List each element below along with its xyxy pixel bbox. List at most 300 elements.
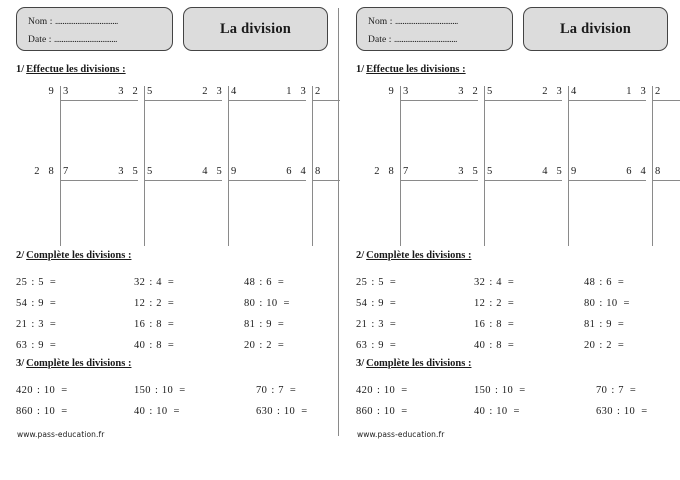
division-problem (374, 166, 478, 246)
section-label-3: Complète les divisions : (26, 358, 132, 369)
division-vertical-rule (568, 86, 569, 166)
expression-divisor: 3 (38, 319, 44, 330)
section-number-2: 2/ (356, 250, 365, 261)
division-divisor: 8 (315, 166, 321, 177)
expression-divisor: 8 (156, 319, 162, 330)
division-expression (134, 380, 185, 401)
division-horizontal-rule (144, 180, 222, 181)
expression-equals: = (629, 385, 636, 396)
expression-equals: = (401, 406, 408, 417)
division-dividend: 3 5 (458, 166, 481, 177)
expression-separator: : (31, 298, 35, 309)
expression-divisor: 8 (156, 340, 162, 351)
expression-divisor: 4 (496, 277, 502, 288)
expression-divisor: 2 (496, 298, 502, 309)
division-horizontal-rule (60, 180, 138, 181)
division-divisor: 7 (63, 166, 69, 177)
division-dividend: 4 5 (202, 166, 225, 177)
expression-separator: : (149, 298, 153, 309)
division-horizontal-rule (484, 180, 562, 181)
expression-equals: = (617, 277, 624, 288)
division-horizontal-rule (312, 180, 340, 181)
division-dividend: 6 4 (286, 166, 309, 177)
expression-dividend: 40 (474, 340, 486, 351)
division-expression (256, 401, 307, 422)
division-expression (596, 401, 647, 422)
division-dividend: 9 (48, 86, 57, 97)
expression-dividend: 40 (134, 406, 146, 417)
expression-separator: : (599, 340, 603, 351)
division-expression (134, 272, 174, 293)
division-expression (584, 272, 624, 293)
division-vertical-rule (568, 166, 569, 246)
date-field-dots: .................................. (54, 34, 117, 44)
expression-separator: : (489, 277, 493, 288)
expression-equals: = (507, 298, 514, 309)
expression-divisor: 9 (38, 340, 44, 351)
expression-separator: : (276, 406, 280, 417)
division-problem (118, 166, 222, 246)
expression-separator: : (371, 298, 375, 309)
expression-dividend: 630 (596, 406, 613, 417)
expression-divisor: 10 (283, 406, 296, 417)
division-expression (474, 401, 519, 422)
expression-dividend: 20 (584, 340, 596, 351)
expression-dividend: 16 (134, 319, 146, 330)
division-horizontal-rule (60, 100, 138, 101)
expression-dividend: 12 (474, 298, 486, 309)
division-divisor: 5 (487, 86, 493, 97)
division-problem (626, 86, 680, 166)
section-number-3: 3/ (16, 358, 25, 369)
division-divisor: 5 (147, 166, 153, 177)
expression-divisor: 6 (266, 277, 272, 288)
division-expression (474, 293, 514, 314)
expression-divisor: 2 (156, 298, 162, 309)
expression-divisor: 4 (156, 277, 162, 288)
expression-divisor: 8 (496, 319, 502, 330)
division-problem (286, 166, 340, 246)
expression-dividend: 21 (356, 319, 368, 330)
expression-separator: : (149, 277, 153, 288)
expression-equals: = (167, 340, 174, 351)
expression-separator: : (31, 319, 35, 330)
expression-equals: = (617, 340, 624, 351)
division-problem (458, 166, 562, 246)
expression-divisor: 5 (38, 277, 44, 288)
expression-separator: : (599, 277, 603, 288)
division-dividend: 4 5 (542, 166, 565, 177)
expression-separator: : (494, 385, 498, 396)
expression-divisor: 10 (383, 385, 396, 396)
page-title: La division (559, 20, 632, 37)
expression-divisor: 7 (618, 385, 624, 396)
expression-dividend: 16 (474, 319, 486, 330)
division-divisor: 2 (315, 86, 321, 97)
expression-dividend: 81 (244, 319, 256, 330)
division-divisor: 3 (403, 86, 409, 97)
division-divisor: 9 (231, 166, 237, 177)
expression-equals: = (167, 277, 174, 288)
expression-dividend: 21 (16, 319, 28, 330)
expression-equals: = (49, 340, 56, 351)
division-horizontal-rule (652, 100, 680, 101)
expression-equals: = (389, 340, 396, 351)
expression-equals: = (277, 340, 284, 351)
section-heading-1 (16, 64, 126, 75)
expression-equals: = (277, 277, 284, 288)
division-expression (16, 335, 56, 356)
expression-divisor: 9 (378, 298, 384, 309)
expression-divisor: 10 (156, 406, 168, 417)
expression-dividend: 54 (356, 298, 368, 309)
division-dividend: 2 8 (374, 166, 397, 177)
expression-dividend: 12 (134, 298, 146, 309)
date-field-dots: .................................. (394, 34, 457, 44)
division-vertical-rule (484, 86, 485, 166)
division-expression (356, 314, 396, 335)
division-divisor: 4 (231, 86, 237, 97)
expression-separator: : (36, 385, 40, 396)
expression-equals: = (61, 385, 68, 396)
division-divisor: 8 (655, 166, 661, 177)
division-problem (542, 166, 646, 246)
division-expression (356, 401, 407, 422)
worksheet-header (16, 7, 328, 53)
division-expression (16, 293, 56, 314)
division-expression (244, 272, 284, 293)
division-expression (356, 272, 396, 293)
expression-separator: : (611, 385, 615, 396)
expression-separator: : (489, 298, 493, 309)
division-divisor: 9 (571, 166, 577, 177)
expression-dividend: 860 (356, 406, 373, 417)
expression-equals: = (507, 277, 514, 288)
section-heading-3 (356, 358, 471, 369)
division-exercise-grid (16, 86, 340, 246)
division-dividend: 6 4 (626, 166, 649, 177)
expression-divisor: 10 (43, 385, 56, 396)
expression-divisor: 10 (266, 298, 278, 309)
expression-equals: = (173, 406, 180, 417)
division-problem (286, 86, 340, 166)
expression-dividend: 48 (244, 277, 256, 288)
expression-dividend: 81 (584, 319, 596, 330)
expression-separator: : (154, 385, 158, 396)
division-horizontal-rule (144, 100, 222, 101)
division-vertical-rule (652, 166, 653, 246)
division-problem (542, 86, 646, 166)
expression-equals: = (49, 298, 56, 309)
division-expression (474, 380, 525, 401)
division-vertical-rule (228, 86, 229, 166)
division-horizontal-rule (400, 100, 478, 101)
division-horizontal-rule (568, 100, 646, 101)
expression-dividend: 150 (134, 385, 151, 396)
expression-separator: : (599, 319, 603, 330)
division-dividend: 1 3 (626, 86, 649, 97)
division-horizontal-rule (652, 180, 680, 181)
division-horizontal-rule (400, 180, 478, 181)
expression-equals: = (507, 319, 514, 330)
expression-separator: : (371, 277, 375, 288)
footer-credit: www.pass-education.fr (357, 430, 445, 439)
section-heading-2 (356, 250, 471, 261)
division-divisor: 3 (63, 86, 69, 97)
expression-equals: = (507, 340, 514, 351)
division-vertical-rule (60, 86, 61, 166)
name-field-row (28, 13, 172, 31)
expression-equals: = (617, 319, 624, 330)
section-heading-2 (16, 250, 131, 261)
division-dividend: 2 3 (542, 86, 565, 97)
division-divisor: 5 (147, 86, 153, 97)
division-dividend: 2 3 (202, 86, 225, 97)
division-horizontal-rule (228, 100, 306, 101)
division-dividend: 3 2 (458, 86, 481, 97)
division-divisor: 4 (571, 86, 577, 97)
expression-separator: : (271, 385, 275, 396)
division-vertical-rule (400, 86, 401, 166)
division-vertical-rule (144, 166, 145, 246)
expression-dividend: 48 (584, 277, 596, 288)
division-dividend: 2 8 (34, 166, 57, 177)
expression-divisor: 8 (496, 340, 502, 351)
worksheet-header (356, 7, 668, 53)
section-label-2: Complète les divisions : (366, 250, 472, 261)
expression-separator: : (259, 298, 263, 309)
expression-dividend: 63 (356, 340, 368, 351)
division-expression (134, 293, 174, 314)
division-problem (388, 86, 478, 166)
expression-divisor: 9 (378, 340, 384, 351)
division-expression (16, 401, 67, 422)
expression-separator: : (31, 277, 35, 288)
division-problem (118, 86, 222, 166)
division-problem (202, 166, 306, 246)
expression-dividend: 40 (474, 406, 486, 417)
name-field-row (368, 13, 512, 31)
division-expression (584, 335, 624, 356)
division-vertical-rule (312, 166, 313, 246)
expression-equals: = (641, 406, 648, 417)
division-expression (134, 401, 179, 422)
expression-separator: : (371, 340, 375, 351)
division-expression (256, 380, 296, 401)
expression-separator: : (489, 319, 493, 330)
expression-dividend: 80 (584, 298, 596, 309)
division-dividend: 3 2 (118, 86, 141, 97)
division-dividend: 3 5 (118, 166, 141, 177)
division-expression (356, 380, 407, 401)
expression-equals: = (277, 319, 284, 330)
division-expression (134, 314, 174, 335)
section-label-3: Complète les divisions : (366, 358, 472, 369)
expression-separator: : (31, 340, 35, 351)
division-divisor: 5 (487, 166, 493, 177)
expression-separator: : (489, 340, 493, 351)
expression-separator: : (259, 277, 263, 288)
student-info-box (16, 7, 173, 51)
division-dividend: 9 (388, 86, 397, 97)
section-label-1: Effectue les divisions : (366, 64, 466, 75)
expression-dividend: 860 (16, 406, 33, 417)
expression-equals: = (61, 406, 68, 417)
expression-dividend: 420 (16, 385, 33, 396)
expression-equals: = (623, 298, 630, 309)
division-expression (474, 314, 514, 335)
expression-dividend: 420 (356, 385, 373, 396)
division-expression (584, 293, 629, 314)
division-vertical-rule (228, 166, 229, 246)
division-expression (584, 314, 624, 335)
expression-separator: : (36, 406, 40, 417)
date-field-label: Date : (28, 35, 55, 45)
expression-dividend: 54 (16, 298, 28, 309)
division-expression (356, 293, 396, 314)
worksheet-copy-right (340, 0, 680, 480)
expression-dividend: 40 (134, 340, 146, 351)
expression-dividend: 70 (596, 385, 608, 396)
division-vertical-rule (652, 86, 653, 166)
expression-separator: : (376, 385, 380, 396)
section-number-1: 1/ (356, 64, 365, 75)
expression-dividend: 25 (356, 277, 368, 288)
division-divisor: 7 (403, 166, 409, 177)
expression-dividend: 70 (256, 385, 268, 396)
expression-divisor: 3 (378, 319, 384, 330)
expression-divisor: 10 (501, 385, 514, 396)
division-problem (202, 86, 306, 166)
expression-divisor: 10 (43, 406, 56, 417)
section-number-2: 2/ (16, 250, 25, 261)
division-problem (626, 166, 680, 246)
expression-divisor: 2 (606, 340, 612, 351)
expression-divisor: 10 (623, 406, 636, 417)
expression-dividend: 25 (16, 277, 28, 288)
division-exercise-grid (356, 86, 680, 246)
expression-equals: = (519, 385, 526, 396)
expression-divisor: 5 (378, 277, 384, 288)
expression-equals: = (283, 298, 290, 309)
division-expression (474, 272, 514, 293)
expression-divisor: 10 (161, 385, 174, 396)
division-vertical-rule (144, 86, 145, 166)
date-field-row (368, 31, 512, 49)
division-expression (244, 293, 289, 314)
footer-credit: www.pass-education.fr (17, 430, 105, 439)
division-expression (356, 335, 396, 356)
division-horizontal-rule (312, 100, 340, 101)
division-horizontal-rule (568, 180, 646, 181)
division-problem (458, 86, 562, 166)
division-vertical-rule (484, 166, 485, 246)
expression-separator: : (489, 406, 493, 417)
division-expression (244, 335, 284, 356)
division-dividend: 1 3 (286, 86, 309, 97)
expression-equals: = (389, 298, 396, 309)
expression-dividend: 150 (474, 385, 491, 396)
expression-equals: = (167, 319, 174, 330)
expression-dividend: 32 (474, 277, 486, 288)
expression-dividend: 20 (244, 340, 256, 351)
expression-separator: : (149, 340, 153, 351)
division-vertical-rule (312, 86, 313, 166)
division-horizontal-rule (228, 180, 306, 181)
expression-equals: = (289, 385, 296, 396)
division-expression (474, 335, 514, 356)
expression-separator: : (616, 406, 620, 417)
expression-equals: = (389, 277, 396, 288)
section-number-1: 1/ (16, 64, 25, 75)
expression-separator: : (371, 319, 375, 330)
expression-equals: = (167, 298, 174, 309)
expression-divisor: 9 (38, 298, 44, 309)
section-label-1: Effectue les divisions : (26, 64, 126, 75)
expression-divisor: 6 (606, 277, 612, 288)
expression-divisor: 2 (266, 340, 272, 351)
division-problem (34, 166, 138, 246)
division-horizontal-rule (484, 100, 562, 101)
section-label-2: Complète les divisions : (26, 250, 132, 261)
expression-dividend: 32 (134, 277, 146, 288)
division-expression (16, 380, 67, 401)
division-vertical-rule (400, 166, 401, 246)
expression-divisor: 10 (606, 298, 618, 309)
section-heading-1 (356, 64, 466, 75)
division-vertical-rule (60, 166, 61, 246)
expression-divisor: 10 (496, 406, 508, 417)
expression-equals: = (49, 319, 56, 330)
title-box (523, 7, 668, 51)
expression-equals: = (389, 319, 396, 330)
expression-divisor: 9 (266, 319, 272, 330)
section-heading-3 (16, 358, 131, 369)
division-expression (16, 272, 56, 293)
expression-equals: = (513, 406, 520, 417)
expression-separator: : (599, 298, 603, 309)
expression-separator: : (259, 340, 263, 351)
student-info-box (356, 7, 513, 51)
name-field-label: Nom : (28, 17, 55, 27)
date-field-row (28, 31, 172, 49)
expression-dividend: 63 (16, 340, 28, 351)
expression-equals: = (401, 385, 408, 396)
name-field-dots: .................................. (395, 16, 458, 26)
name-field-dots: .................................. (55, 16, 118, 26)
expression-divisor: 10 (383, 406, 396, 417)
expression-separator: : (259, 319, 263, 330)
expression-dividend: 80 (244, 298, 256, 309)
expression-separator: : (149, 319, 153, 330)
expression-equals: = (49, 277, 56, 288)
division-expression (134, 335, 174, 356)
division-expression (596, 380, 636, 401)
expression-equals: = (179, 385, 186, 396)
title-box (183, 7, 328, 51)
name-field-label: Nom : (368, 17, 395, 27)
division-expression (244, 314, 284, 335)
expression-equals: = (301, 406, 308, 417)
expression-divisor: 9 (606, 319, 612, 330)
division-problem (48, 86, 138, 166)
expression-divisor: 7 (278, 385, 284, 396)
expression-separator: : (376, 406, 380, 417)
division-divisor: 2 (655, 86, 661, 97)
date-field-label: Date : (368, 35, 395, 45)
section-number-3: 3/ (356, 358, 365, 369)
expression-dividend: 630 (256, 406, 273, 417)
